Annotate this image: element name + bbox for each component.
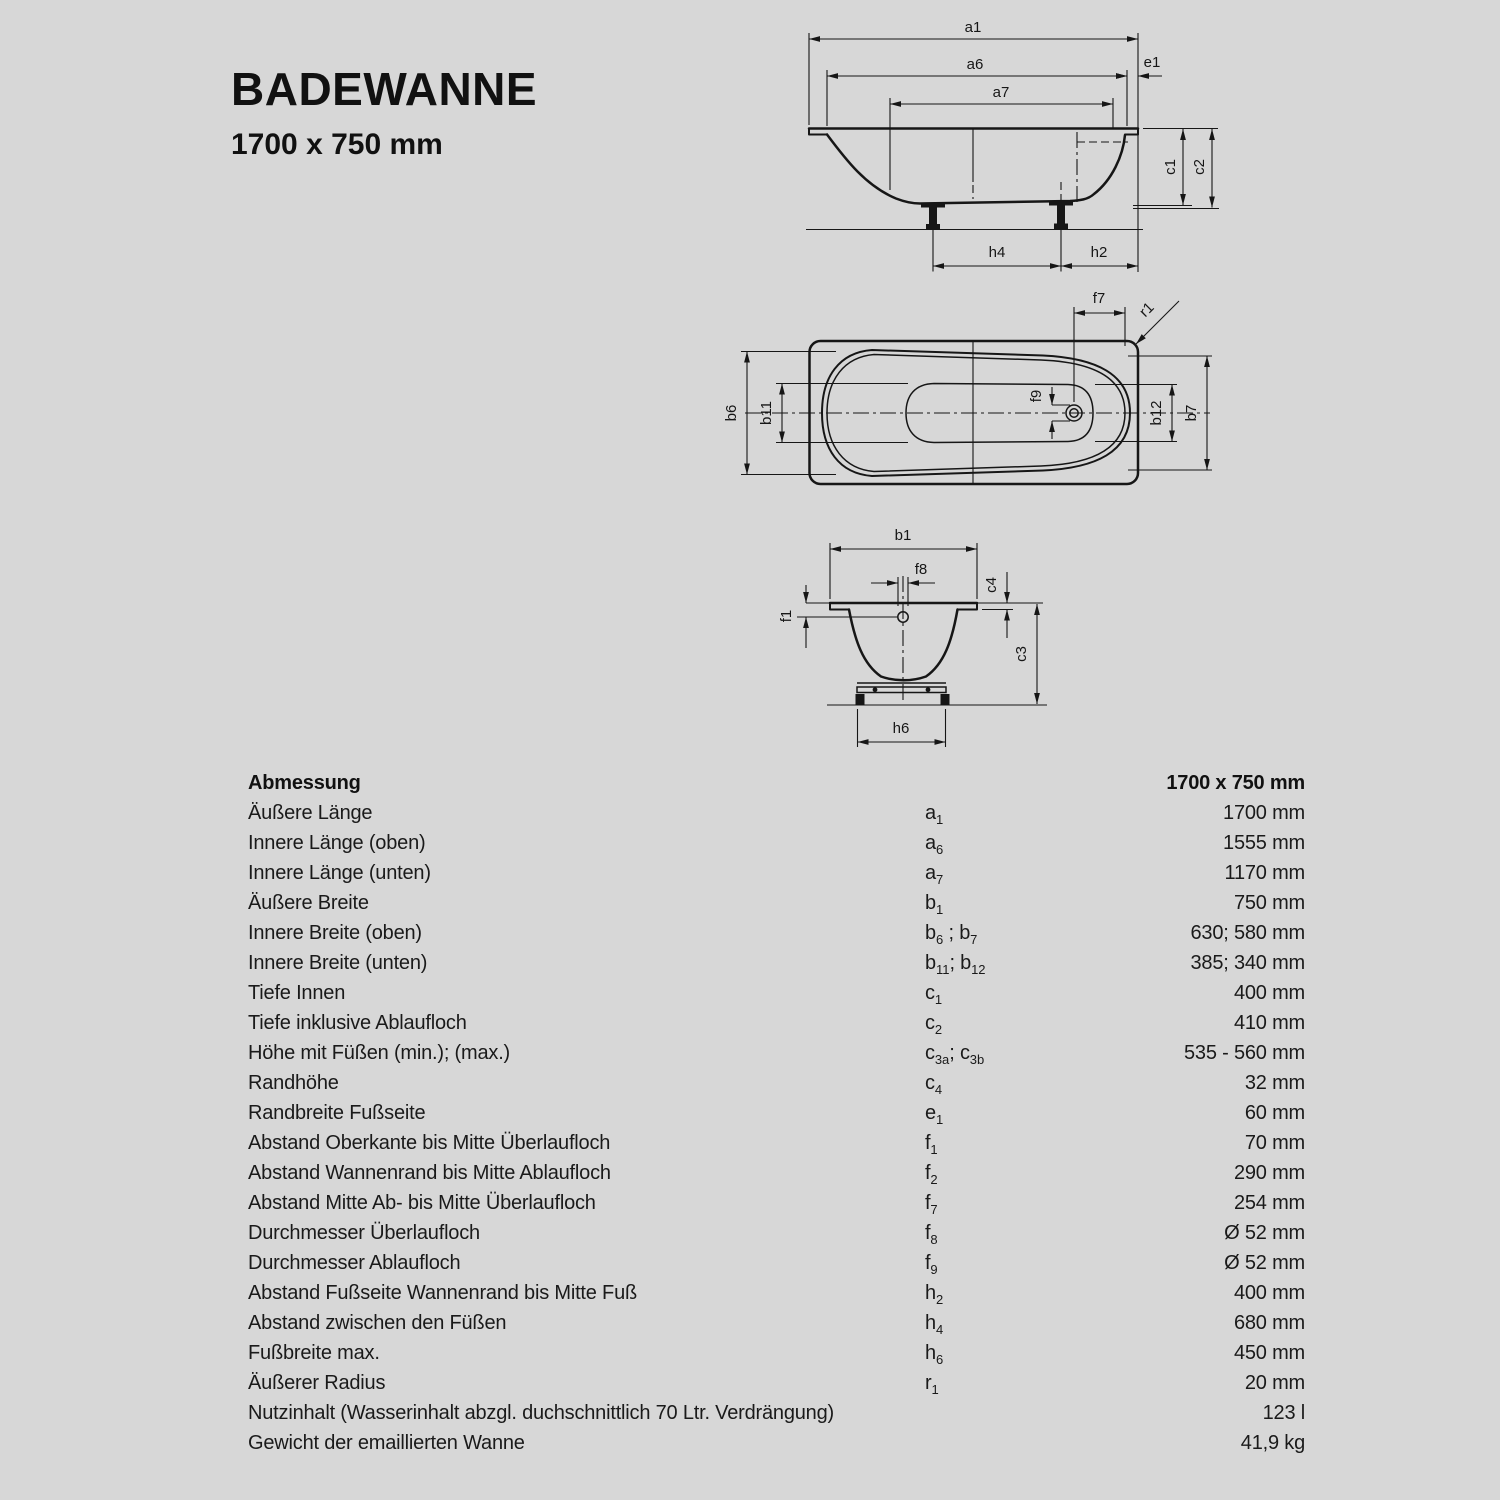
- spec-table-rows: [248, 798, 1305, 1458]
- dim-label-h4: h4: [988, 244, 1006, 261]
- spec-value: Ø 52 mm: [1224, 1222, 1305, 1244]
- spec-label: Randbreite Fußseite: [248, 1102, 426, 1124]
- dim-label-c2: c2: [1191, 159, 1208, 175]
- dim-label-b12: b12: [1148, 400, 1165, 426]
- spec-value: 60 mm: [1244, 1102, 1305, 1124]
- spec-value: 20 mm: [1244, 1372, 1305, 1394]
- support-foot: [941, 694, 950, 705]
- spec-symbol: $h_6$: [925, 1342, 944, 1367]
- spec-symbol: $c_{3a}$; $c_{3b}$: [925, 1042, 985, 1067]
- spec-value: 1170 mm: [1224, 862, 1305, 884]
- spec-symbol: $a_7$: [925, 862, 944, 887]
- spec-table-row: [248, 1428, 1305, 1458]
- spec-header-label: Abmessung: [248, 772, 361, 794]
- dim-label-e1: e1: [1143, 54, 1161, 71]
- spec-symbol: $a_6$: [925, 832, 944, 857]
- spec-table-row: [248, 978, 1305, 1008]
- dim-label-h2: h2: [1090, 244, 1108, 261]
- spec-label: Abstand Wannenrand bis Mitte Ablaufloch: [248, 1162, 611, 1184]
- spec-value: 1700 mm: [1223, 802, 1305, 824]
- page-subtitle: 1700 x 750 mm: [231, 128, 443, 161]
- spec-table-row: [248, 1158, 1305, 1188]
- spec-label: Innere Breite (oben): [248, 922, 422, 944]
- spec-header-symbol: [925, 768, 1105, 798]
- spec-label: Äußere Breite: [248, 892, 369, 914]
- dim-label-c3: c3: [1013, 646, 1030, 662]
- spec-table-row: [248, 1188, 1305, 1218]
- spec-value: 535 - 560 mm: [1184, 1042, 1305, 1064]
- spec-label: Gewicht der emaillierten Wanne: [248, 1432, 525, 1454]
- spec-symbol: [925, 1428, 1105, 1458]
- top-view-outline: [745, 341, 1210, 484]
- dim-label-f7: f7: [1092, 290, 1106, 307]
- spec-table-row: [248, 1278, 1305, 1308]
- top-view-drawing: [723, 290, 1212, 484]
- spec-table-row: [248, 1338, 1305, 1368]
- dim-label-r1: r1: [1136, 299, 1158, 321]
- spec-symbol: $h_4$: [925, 1312, 944, 1337]
- side-view-dimensions: [809, 19, 1219, 272]
- spec-symbol: $f_9$: [925, 1252, 938, 1277]
- spec-label: Innere Breite (unten): [248, 952, 428, 974]
- spec-value: 1555 mm: [1223, 832, 1305, 854]
- spec-table-row: [248, 1308, 1305, 1338]
- spec-label: Abstand Fußseite Wannenrand bis Mitte Fuß: [248, 1282, 638, 1304]
- spec-value: 254 mm: [1233, 1192, 1305, 1214]
- spec-value: 680 mm: [1233, 1312, 1305, 1334]
- spec-symbol: $r_1$: [925, 1372, 939, 1397]
- spec-table-row: [248, 1128, 1305, 1158]
- spec-table-row: [248, 858, 1305, 888]
- dim-label-a7: a7: [992, 84, 1010, 101]
- spec-table-header: [248, 768, 1305, 798]
- dim-label-f9: f9: [1028, 389, 1045, 403]
- spec-symbol: $h_2$: [925, 1282, 944, 1307]
- dim-label-a1: a1: [964, 19, 982, 36]
- dim-label-c1: c1: [1162, 159, 1179, 175]
- spec-value: 450 mm: [1233, 1342, 1305, 1364]
- spec-table-row: [248, 1218, 1305, 1248]
- spec-symbol: $e_1$: [925, 1102, 944, 1127]
- dim-label-b7: b7: [1183, 404, 1200, 422]
- spec-value: 400 mm: [1233, 982, 1305, 1004]
- support-foot: [856, 694, 865, 705]
- side-view-outline: [806, 129, 1143, 230]
- spec-symbol: $b_1$: [925, 892, 944, 917]
- spec-symbol: $f_1$: [925, 1132, 938, 1157]
- spec-table-row: [248, 798, 1305, 828]
- dim-label-b1: b1: [894, 527, 912, 544]
- spec-value: 750 mm: [1233, 892, 1305, 914]
- spec-table: [248, 768, 1305, 1458]
- spec-table-row: [248, 1098, 1305, 1128]
- spec-table-row: [248, 948, 1305, 978]
- spec-table-row: [248, 1248, 1305, 1278]
- spec-label: Abstand Oberkante bis Mitte Überlaufloch: [248, 1132, 611, 1154]
- spec-symbol: $a_1$: [925, 802, 944, 827]
- spec-value: 410 mm: [1233, 1012, 1305, 1034]
- spec-label: Abstand zwischen den Füßen: [248, 1312, 507, 1334]
- spec-symbol: $f_7$: [925, 1192, 938, 1217]
- end-view-dimensions: [778, 527, 1043, 747]
- spec-value: 630; 580 mm: [1190, 922, 1305, 944]
- spec-label: Tiefe Innen: [248, 982, 346, 1004]
- spec-table-row: [248, 888, 1305, 918]
- spec-symbol: $c_4$: [925, 1072, 943, 1097]
- spec-label: Höhe mit Füßen (min.); (max.): [248, 1042, 511, 1064]
- spec-table-row: [248, 1398, 1305, 1428]
- spec-symbol: [925, 1398, 1105, 1428]
- spec-value: 123 l: [1262, 1402, 1305, 1424]
- spec-value: 290 mm: [1233, 1162, 1305, 1184]
- spec-label: Durchmesser Ablaufloch: [248, 1252, 461, 1274]
- spec-symbol: $f_8$: [925, 1222, 938, 1247]
- end-view-outline: [827, 576, 1047, 705]
- dim-label-c4: c4: [983, 577, 1000, 593]
- spec-table-row: [248, 1008, 1305, 1038]
- spec-label: Nutzinhalt (Wasserinhalt abzgl. duchschnittlich 70 Ltr. Verdrängung): [248, 1402, 834, 1424]
- spec-label: Tiefe inklusive Ablaufloch: [248, 1012, 467, 1034]
- end-view-drawing: [778, 527, 1047, 747]
- spec-symbol: $b_6$ ; $b_7$: [925, 922, 978, 947]
- spec-label: Durchmesser Überlaufloch: [248, 1222, 480, 1244]
- dim-label-f8: f8: [914, 561, 928, 578]
- spec-table-row: [248, 1368, 1305, 1398]
- spec-table-row: [248, 1038, 1305, 1068]
- spec-value: 400 mm: [1233, 1282, 1305, 1304]
- side-view-drawing: [806, 19, 1219, 272]
- spec-symbol: $c_2$: [925, 1012, 943, 1037]
- spec-table-row: [248, 828, 1305, 858]
- spec-table-row: [248, 918, 1305, 948]
- spec-label: Fußbreite max.: [248, 1342, 380, 1364]
- spec-value: Ø 52 mm: [1224, 1252, 1305, 1274]
- dim-label-h6: h6: [892, 720, 910, 737]
- spec-label: Randhöhe: [248, 1072, 339, 1094]
- page-title: BADEWANNE: [231, 63, 538, 115]
- spec-value: 41,9 kg: [1240, 1432, 1305, 1454]
- spec-symbol: $f_2$: [925, 1162, 938, 1187]
- spec-label: Innere Länge (oben): [248, 832, 426, 854]
- spec-label: Innere Länge (unten): [248, 862, 431, 884]
- dim-label-f1: f1: [778, 609, 795, 623]
- spec-label: Äußerer Radius: [248, 1372, 386, 1394]
- dim-label-a6: a6: [966, 56, 984, 73]
- spec-header-value: 1700 x 750 mm: [1166, 772, 1305, 794]
- dim-label-b6: b6: [723, 404, 740, 422]
- spec-value: 70 mm: [1244, 1132, 1305, 1154]
- spec-symbol: $c_1$: [925, 982, 943, 1007]
- spec-value: 32 mm: [1244, 1072, 1305, 1094]
- spec-label: Äußere Länge: [248, 802, 373, 824]
- spec-symbol: $b_{11}$; $b_{12}$: [925, 952, 986, 977]
- spec-value: 385; 340 mm: [1190, 952, 1305, 974]
- dim-label-b11: b11: [758, 401, 775, 425]
- spec-label: Abstand Mitte Ab- bis Mitte Überlaufloch: [248, 1192, 596, 1214]
- spec-table-row: [248, 1068, 1305, 1098]
